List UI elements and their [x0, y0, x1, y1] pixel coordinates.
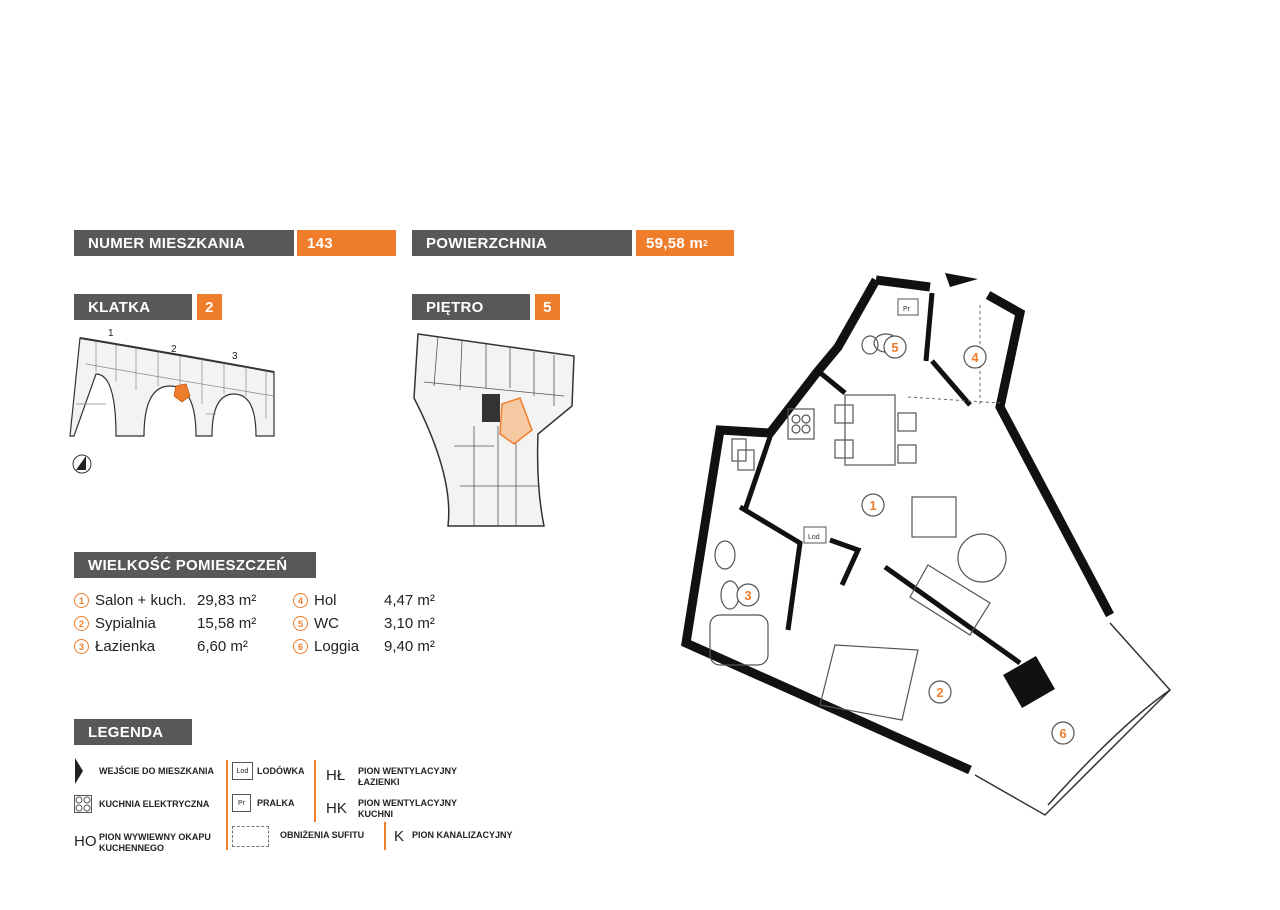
- keyplan-label-2: 2: [171, 344, 177, 355]
- legend-hk: PION WENTYLACYJNY KUCHNI: [358, 798, 458, 819]
- area-value: 59,58 m 2: [636, 230, 734, 256]
- stair-value: 2: [197, 294, 222, 320]
- floor-label: PIĘTRO: [412, 294, 530, 320]
- legend-k: PION KANALIZACYJNY: [412, 830, 513, 840]
- ceiling-lowering-symbol: [232, 826, 269, 847]
- legend-hl: PION WENTYLACYJNY ŁAZIENKI: [358, 766, 458, 787]
- floor-keyplan: [404, 326, 584, 531]
- apartment-number-label: NUMER MIESZKANIA: [74, 230, 294, 256]
- hl-symbol: HŁ: [326, 767, 346, 784]
- fridge-symbol: Lod: [232, 762, 253, 780]
- legend-entrance: WEJŚCIE DO MIESZKANIA: [99, 766, 215, 776]
- room-item: 1 Salon + kuch. 29,83 m²: [74, 592, 256, 609]
- room-item: 4 Hol 4,47 m²: [293, 592, 435, 609]
- legend-divider: [384, 822, 386, 850]
- room-item: 2 Sypialnia 15,58 m²: [74, 615, 256, 632]
- plan-room-2: 2: [936, 685, 944, 700]
- plan-room-1: 1: [869, 498, 877, 513]
- hk-symbol: HK: [326, 800, 347, 817]
- legend-divider: [314, 760, 316, 822]
- legend-fridge: LODÓWKA: [257, 766, 305, 776]
- legend-washer: PRALKA: [257, 798, 295, 808]
- entrance-arrow-icon: [74, 758, 84, 784]
- keyplan-label-1: 1: [108, 328, 114, 339]
- stove-icon: [74, 795, 92, 813]
- k-symbol: K: [394, 828, 405, 845]
- plan-room-5: 5: [891, 340, 899, 355]
- ho-symbol: HO: [74, 833, 97, 850]
- keyplan-label-3: 3: [232, 351, 238, 362]
- floor-value: 5: [535, 294, 560, 320]
- plan-room-3: 3: [744, 588, 752, 603]
- rooms-title: WIELKOŚĆ POMIESZCZEŃ: [74, 552, 316, 578]
- plan-fridge-tag: Lod: [808, 534, 820, 541]
- room-item: 6 Loggia 9,40 m²: [293, 638, 435, 655]
- legend-ceiling: OBNIŻENIA SUFITU: [280, 830, 365, 840]
- floor-plan: [670, 265, 1190, 825]
- plan-room-4: 4: [971, 350, 979, 365]
- column: [1003, 656, 1055, 708]
- legend-stove: KUCHNIA ELEKTRYCZNA: [99, 799, 210, 809]
- legend-ho: PION WYWIEWNY OKAPU KUCHENNEGO: [99, 832, 211, 853]
- room-item: 5 WC 3,10 m²: [293, 615, 435, 632]
- legend-divider: [226, 760, 228, 850]
- legend-title: LEGENDA: [74, 719, 192, 745]
- plan-room-6: 6: [1059, 726, 1067, 741]
- apartment-number-value: 143: [297, 230, 396, 256]
- stair-label: KLATKA: [74, 294, 192, 320]
- area-label: POWIERZCHNIA: [412, 230, 632, 256]
- room-item: 3 Łazienka 6,60 m²: [74, 638, 248, 655]
- plan-washer-tag: Pr: [903, 306, 910, 313]
- washer-symbol: Pr: [232, 794, 251, 812]
- building-keyplan: [66, 324, 286, 484]
